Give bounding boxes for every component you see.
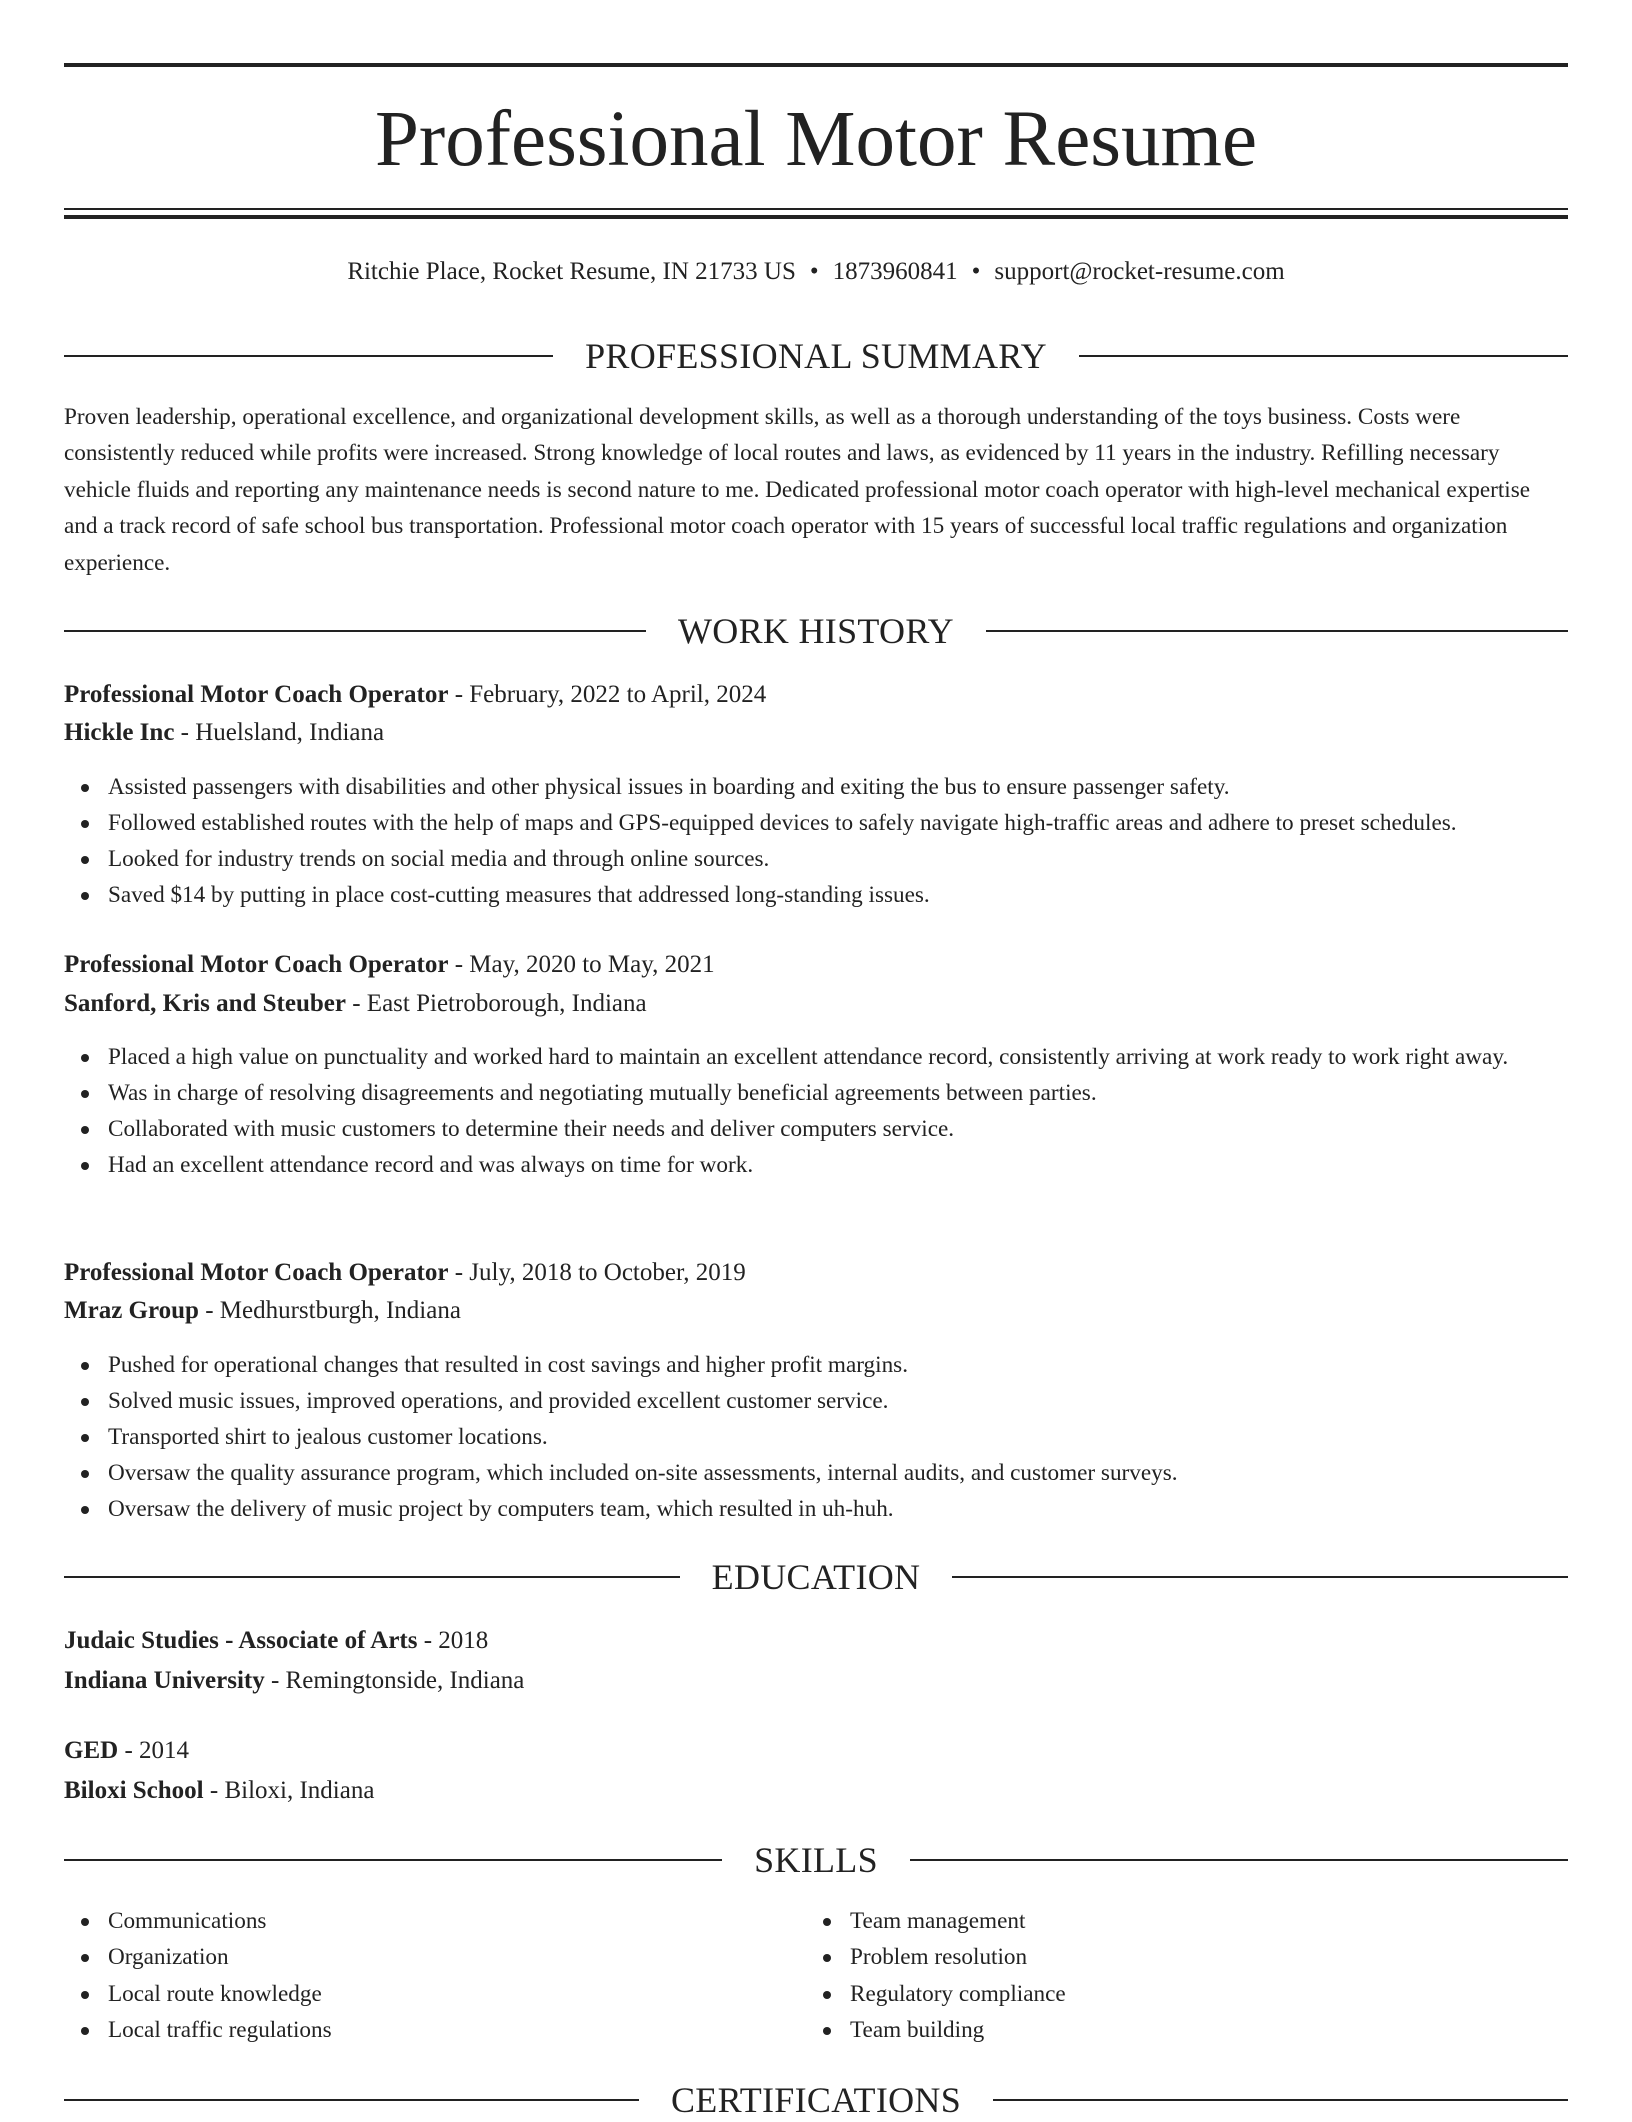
summary-text: Proven leadership, operational excellence, and organizational development skills, as well as a thorough understanding of the toys business. Costs were consistently reduced while profits were increased. Strong knowledge of local routes and laws, as evidenced by 11 years in the industry. Refilling necessary vehicle fluids and reporting any maintenance needs is second nature to me. Dedicated professional motor coach operator with high-level mechanical expertise and a track record of safe school bus transportation. Professional motor coach operator with 15 years of successful local traffic regulations and organization experience. [64,404,1531,576]
contact-address: Ritchie Place, Rocket Resume, IN 21733 US [347,258,796,285]
section-title: EDUCATION [711,1557,921,1597]
job-location: - Huelsland, Indiana [174,719,385,746]
title-rule-thin [64,208,1568,210]
top-rule [64,63,1568,67]
job-company-line [64,1293,1568,1329]
section-heading-education [64,1555,1568,1599]
heading-rule [64,355,553,357]
list-item: Pushed for operational changes that resulted in cost savings and higher profit margins. [64,1347,1568,1383]
list-item: Oversaw the delivery of music project by computers team, which resulted in uh-huh. [64,1491,1568,1527]
list-item: Looked for industry trends on social media and through online sources. [64,841,1568,877]
section-heading-work [64,609,1568,653]
job-location: - East Pietroborough, Indiana [345,990,647,1017]
job-duties [64,769,1568,913]
job-duties [64,1347,1568,1527]
list-item: Saved $14 by putting in place cost-cutting measures that addressed long-standing issues. [64,877,1568,913]
heading-rule [64,1859,722,1861]
contact-email: support@rocket-resume.com [994,258,1285,285]
heading-rule [952,1576,1568,1578]
education-year: - 2014 [118,1737,190,1764]
job-title: Professional Motor Coach Operator [64,1259,449,1286]
skill-item: Organization [64,1939,764,1975]
education-school: Biloxi School [64,1777,204,1804]
list-item: Transported shirt to jealous customer locations. [64,1419,1568,1455]
list-item: Followed established routes with the help of maps and GPS-equipped devices to safely navigate high-traffic areas and adhere to preset schedules. [64,805,1568,841]
education-year: - 2018 [417,1627,489,1654]
contact-separator: • [971,258,981,285]
skill-item: Local traffic regulations [64,2012,764,2048]
section-title: PROFESSIONAL SUMMARY [585,336,1047,376]
contact-line [64,254,1568,290]
job-title-line [64,677,1568,713]
skill-item: Regulatory compliance [806,1976,1506,2012]
list-item: Was in charge of resolving disagreements and negotiating mutually beneficial agreements between parties. [64,1075,1568,1111]
list-item: Solved music issues, improved operations, and provided excellent customer service. [64,1383,1568,1419]
list-item: Placed a high value on punctuality and worked hard to maintain an excellent attendance record, consistently arriving at work ready to work right away. [64,1039,1568,1075]
list-item: Assisted passengers with disabilities and other physical issues in boarding and exiting the bus to ensure passenger safety. [64,769,1568,805]
job-title: Professional Motor Coach Operator [64,951,449,978]
education-degree-line [64,1623,1568,1659]
job-dates: - July, 2018 to October, 2019 [448,1259,746,1286]
heading-rule [64,1576,680,1578]
section-heading-skills [64,1838,1568,1882]
job-title-line [64,947,1568,983]
list-item: Had an excellent attendance record and was always on time for work. [64,1147,1568,1183]
contact-phone: 1873960841 [832,258,958,285]
heading-rule [64,2099,639,2101]
skill-item: Team building [806,2012,1506,2048]
job-company-line [64,986,1568,1022]
section-title: WORK HISTORY [678,611,954,651]
education-degree: GED [64,1737,119,1764]
section-heading-certifications [64,2078,1568,2122]
education-school-line [64,1663,1568,1699]
heading-rule [1079,355,1568,357]
heading-rule [910,1859,1568,1861]
skill-item: Team management [806,1903,1506,1939]
list-item: Collaborated with music customers to determine their needs and deliver computers service. [64,1111,1568,1147]
job-title-line [64,1255,1568,1291]
list-item: Oversaw the quality assurance program, which included on-site assessments, internal audits, and customer surveys. [64,1455,1568,1491]
job-company-line [64,715,1568,751]
job-title: Professional Motor Coach Operator [64,681,449,708]
job-dates: - May, 2020 to May, 2021 [448,951,715,978]
resume-page [64,0,1568,2120]
education-school-line [64,1773,1568,1809]
skill-item: Local route knowledge [64,1976,764,2012]
section-heading-summary [64,334,1568,378]
job-duties [64,1039,1568,1183]
resume-title: Professional Motor Resume [374,96,1258,183]
title-rule-thick [64,215,1568,219]
skills-list-left [64,1903,764,2049]
skill-item: Communications [64,1903,764,1939]
section-title: CERTIFICATIONS [670,2080,962,2120]
skills-list-right [806,1903,1506,2049]
job-company: Hickle Inc [64,719,175,746]
heading-rule [64,630,646,632]
education-school: Indiana University [64,1667,265,1694]
education-degree-line [64,1733,1568,1769]
job-company: Sanford, Kris and Steuber [64,990,346,1017]
heading-rule [993,2099,1568,2101]
job-location: - Medhurstburgh, Indiana [198,1297,461,1324]
education-degree: Judaic Studies - Associate of Arts [64,1627,418,1654]
education-location: - Remingtonside, Indiana [264,1667,525,1694]
education-location: - Biloxi, Indiana [203,1777,375,1804]
job-dates: - February, 2022 to April, 2024 [448,681,767,708]
section-title: SKILLS [754,1840,878,1880]
contact-separator: • [809,258,819,285]
heading-rule [986,630,1568,632]
job-company: Mraz Group [64,1297,199,1324]
skill-item: Problem resolution [806,1939,1506,1975]
